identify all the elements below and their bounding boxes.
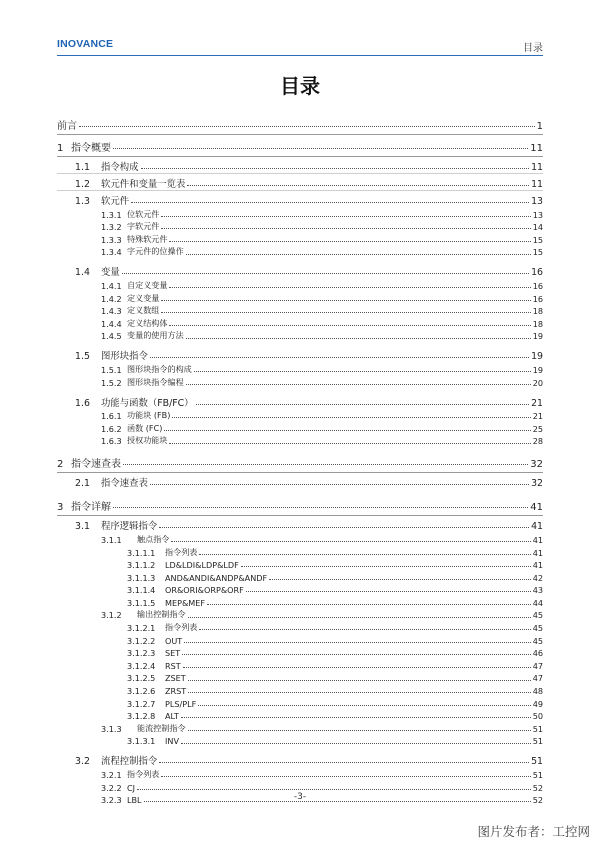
toc-subsection-1-6-3[interactable]	[57, 434, 543, 447]
toc-entry-page: 41	[532, 534, 543, 545]
toc-entry-number: 3.1.1.1	[127, 547, 156, 558]
toc-entry-page: 11	[530, 143, 543, 154]
toc-entry-number: 3.1.2.1	[127, 623, 156, 634]
toc-entry-preface[interactable]	[57, 115, 543, 135]
toc-entry-page: 51	[531, 756, 543, 768]
toc-entry-text: 指令列表	[127, 769, 160, 779]
toc-entry-number: 1.3.3	[101, 234, 122, 245]
toc-entry-number: 3.1.1	[101, 534, 122, 545]
toc-entry-page: 46	[532, 648, 543, 659]
toc-entry-text: 位软元件	[127, 208, 160, 219]
toc-entry-page: 52	[532, 795, 543, 806]
spacer	[57, 489, 543, 494]
toc-entry-number: 3	[57, 502, 64, 514]
toc-entry-page: 45	[532, 610, 543, 621]
dot-leader	[123, 464, 528, 465]
dot-leader	[246, 591, 531, 592]
dot-leader	[79, 126, 535, 127]
toc-item-3-1-2-1[interactable]	[57, 620, 543, 633]
toc-entry-number: 3.1.3.1	[127, 736, 156, 747]
toc-entry-text: 图形块指令	[101, 351, 148, 363]
toc-entry-page: 45	[532, 635, 543, 646]
toc-entry-text: INV	[165, 736, 179, 747]
dot-leader	[113, 507, 528, 508]
dot-leader	[181, 743, 531, 744]
toc-subsection-1-6-2[interactable]	[57, 421, 543, 434]
toc-entry-text: 函数 (FC)	[127, 422, 163, 433]
toc-entry-number: 3.2.1	[101, 770, 122, 780]
toc-entry-number: 3.1.2.5	[127, 673, 156, 684]
toc-entry-text: PLS/PLF	[165, 698, 197, 709]
toc-subsection-3-1-1[interactable]	[57, 532, 543, 545]
toc-entry-number: 3.1.3	[101, 723, 122, 734]
toc-item-3-1-1-1[interactable]	[57, 545, 543, 558]
toc-subsection-1-5-2[interactable]	[57, 375, 543, 388]
dot-leader	[122, 273, 529, 274]
dot-leader	[198, 705, 530, 706]
dot-leader	[199, 554, 530, 555]
toc-entry-page: 13	[531, 196, 543, 207]
table-of-contents	[57, 113, 543, 805]
toc-entry-text: 自定义变量	[127, 279, 168, 290]
toc-entry-number: 3.1.2	[101, 610, 122, 621]
toc-entry-number: 3.1.1.3	[127, 572, 156, 583]
toc-entry-text: SET	[165, 648, 181, 659]
toc-entry-text: LD&LDI&LDP&LDF	[165, 560, 239, 571]
dot-leader	[131, 202, 529, 203]
toc-entry-text: CJ	[127, 782, 136, 793]
toc-subsection-1-4-3[interactable]	[57, 304, 543, 317]
toc-entry-page: 47	[532, 660, 543, 671]
dot-leader	[169, 443, 530, 444]
toc-entry-number: 1.5.2	[101, 377, 122, 388]
dot-leader	[137, 789, 531, 790]
toc-entry-page: 28	[532, 436, 543, 447]
toc-subsection-1-4-5[interactable]	[57, 329, 543, 342]
dot-leader	[196, 404, 530, 405]
toc-entry-page: 1	[536, 121, 543, 132]
toc-entry-text: MEP&MEF	[165, 597, 206, 608]
toc-subsection-3-2-2[interactable]	[57, 780, 543, 793]
toc-section-3-1[interactable]	[57, 517, 543, 532]
toc-entry-number: 3.1.2.8	[127, 711, 156, 722]
toc-entry-page: 11	[531, 162, 543, 173]
spacer	[57, 257, 543, 262]
toc-entry-number: 1.4.4	[101, 318, 122, 329]
dot-leader	[150, 484, 529, 485]
toc-item-3-1-1-3[interactable]	[57, 570, 543, 583]
toc-item-3-1-3-1[interactable]	[57, 734, 543, 747]
toc-entry-page: 18	[532, 306, 543, 317]
toc-entry-text: ZRST	[165, 686, 187, 697]
toc-entry-page: 43	[532, 585, 543, 596]
toc-entry-text: AND&ANDI&ANDP&ANDF	[165, 572, 268, 583]
toc-entry-number: 1.6.3	[101, 436, 122, 447]
toc-item-3-1-1-5[interactable]	[57, 595, 543, 608]
toc-entry-number: 1.2	[75, 179, 90, 190]
toc-entry-text: 输出控制指令	[137, 609, 186, 620]
toc-entry-text: 变量的使用方法	[127, 330, 184, 341]
dot-leader	[161, 228, 530, 229]
toc-entry-text: 指令列表	[165, 546, 198, 557]
toc-section-1-4[interactable]	[57, 263, 543, 278]
toc-entry-page: 41	[531, 521, 543, 533]
toc-entry-page: 41	[532, 547, 543, 558]
toc-entry-text: 流程控制指令	[101, 756, 158, 768]
toc-entry-page: 41	[532, 560, 543, 571]
page-number: -3-	[293, 792, 307, 802]
dot-leader	[188, 730, 531, 731]
toc-entry-number: 1.3.4	[101, 247, 122, 258]
toc-subsection-1-6-1[interactable]	[57, 409, 543, 422]
toc-entry-page: 32	[531, 478, 543, 490]
toc-entry-page: 47	[532, 673, 543, 684]
dot-leader	[187, 185, 529, 186]
dot-leader	[161, 216, 530, 217]
dot-leader	[207, 604, 531, 605]
toc-entry-page: 52	[532, 782, 543, 793]
dot-leader	[161, 300, 530, 301]
dot-leader	[199, 629, 530, 630]
toc-entry-text: 字元件的位操作	[127, 246, 184, 257]
toc-entry-number: 1.5.1	[101, 364, 122, 375]
publisher-watermark: 图片发布者：工控网	[477, 824, 590, 839]
toc-entry-page: 16	[532, 293, 543, 304]
toc-entry-text: 功能与函数（FB/FC）	[101, 397, 194, 409]
dot-leader	[141, 168, 530, 169]
toc-entry-text: 功能块 (FB)	[127, 410, 171, 421]
toc-entry-number: 2	[57, 459, 64, 471]
dot-leader	[269, 579, 531, 580]
header-section-title: 目录	[523, 43, 543, 54]
toc-entry-number: 1.6	[75, 397, 90, 409]
toc-entry-page: 49	[532, 698, 543, 709]
toc-entry-text: 指令列表	[165, 622, 198, 633]
toc-entry-text: 前言	[57, 121, 77, 132]
toc-entry-number: 1.4.3	[101, 306, 122, 317]
toc-section-1-6[interactable]	[57, 394, 543, 409]
toc-entry-number: 2.1	[75, 478, 90, 490]
toc-entry-page: 51	[532, 770, 543, 780]
toc-entry-number: 3.1.1.2	[127, 560, 156, 571]
toc-entry-number: 1	[57, 143, 64, 154]
toc-entry-page: 32	[530, 459, 543, 471]
toc-entry-text: 指令概要	[71, 143, 111, 154]
dot-leader	[188, 617, 531, 618]
toc-entry-page: 45	[532, 623, 543, 634]
toc-entry-page: 16	[532, 280, 543, 291]
toc-chapter-2[interactable]	[57, 453, 543, 473]
toc-entry-number: 1.1	[75, 162, 90, 173]
dot-leader	[159, 527, 529, 528]
toc-entry-number: 1.4	[75, 267, 90, 279]
spacer	[57, 341, 543, 346]
toc-entry-number: 3.1.1.4	[127, 585, 156, 596]
toc-subsection-3-1-2[interactable]	[57, 608, 543, 621]
toc-section-3-2[interactable]	[57, 752, 543, 767]
toc-entry-number: 3.1.2.4	[127, 660, 156, 671]
toc-entry-number: 3.1.1.5	[127, 597, 156, 608]
dot-leader	[113, 148, 528, 149]
toc-entry-page: 19	[532, 331, 543, 342]
dot-leader	[161, 776, 530, 777]
toc-entry-page: 21	[531, 397, 543, 409]
toc-entry-text: 字软元件	[127, 221, 160, 232]
page-title: 目录	[280, 74, 320, 98]
toc-entry-text: OUT	[165, 635, 183, 646]
toc-entry-page: 15	[532, 234, 543, 245]
toc-entry-text: 特殊软元件	[127, 233, 168, 244]
toc-entry-number: 1.3	[75, 196, 90, 207]
toc-entry-number: 1.6.2	[101, 423, 122, 434]
toc-subsection-3-1-3[interactable]	[57, 721, 543, 734]
toc-entry-text: RST	[165, 660, 181, 671]
toc-entry-number: 3.1.2.6	[127, 686, 156, 697]
toc-entry-number: 3.2	[75, 756, 90, 768]
toc-entry-page: 25	[532, 423, 543, 434]
page-header	[57, 38, 543, 52]
toc-entry-text: 定义变量	[127, 292, 160, 303]
toc-entry-page: 14	[532, 222, 543, 233]
toc-entry-number: 3.1	[75, 521, 90, 533]
dot-leader	[182, 654, 530, 655]
toc-chapter-1[interactable]	[57, 137, 543, 157]
toc-entry-page: 48	[532, 686, 543, 697]
toc-subsection-1-3-4[interactable]	[57, 245, 543, 258]
toc-entry-text: 授权功能块	[127, 435, 168, 446]
toc-item-3-1-2-8[interactable]	[57, 709, 543, 722]
dot-leader	[164, 430, 530, 431]
dot-leader	[169, 241, 530, 242]
dot-leader	[183, 667, 531, 668]
toc-entry-text: 能流控制指令	[137, 722, 186, 733]
toc-section-2-1[interactable]	[57, 474, 543, 489]
toc-item-3-1-2-3[interactable]	[57, 646, 543, 659]
header-divider	[57, 55, 543, 56]
toc-entry-text: 变量	[101, 267, 120, 279]
toc-entry-number: 1.4.1	[101, 280, 122, 291]
toc-entry-text: 图形块指令的构成	[127, 363, 192, 374]
toc-entry-page: 41	[530, 502, 543, 514]
dot-leader	[184, 642, 530, 643]
toc-entry-page: 19	[531, 351, 543, 363]
dot-leader	[171, 541, 530, 542]
dot-leader	[172, 417, 530, 418]
dot-leader	[169, 325, 530, 326]
toc-entry-text: ZSET	[165, 673, 186, 684]
toc-entry-number: 3.2.2	[101, 782, 122, 793]
toc-item-3-1-2-2[interactable]	[57, 633, 543, 646]
toc-entry-number: 1.3.2	[101, 222, 122, 233]
spacer	[57, 388, 543, 393]
toc-subsection-3-2-1[interactable]	[57, 767, 543, 780]
toc-item-3-1-1-2[interactable]	[57, 558, 543, 571]
dot-leader	[150, 357, 529, 358]
toc-entry-number: 1.4.5	[101, 331, 122, 342]
toc-entry-page: 15	[532, 247, 543, 258]
toc-item-3-1-1-4[interactable]	[57, 583, 543, 596]
dot-leader	[161, 312, 530, 313]
toc-item-3-1-2-5[interactable]	[57, 671, 543, 684]
toc-entry-number: 1.4.2	[101, 293, 122, 304]
toc-entry-text: 指令详解	[71, 502, 111, 514]
toc-entry-page: 51	[532, 736, 543, 747]
toc-entry-page: 42	[532, 572, 543, 583]
dot-leader	[188, 692, 530, 693]
toc-entry-page: 16	[531, 267, 543, 279]
toc-entry-number: 1.6.1	[101, 411, 122, 422]
toc-section-1-5[interactable]	[57, 347, 543, 362]
toc-entry-text: LBL	[127, 795, 142, 806]
dot-leader	[194, 371, 531, 372]
toc-section-1-1[interactable]	[57, 158, 543, 174]
toc-entry-page: 50	[532, 711, 543, 722]
toc-subsection-1-4-1[interactable]	[57, 278, 543, 291]
toc-subsection-1-3-2[interactable]	[57, 220, 543, 233]
toc-entry-page: 44	[532, 597, 543, 608]
toc-entry-page: 11	[531, 179, 543, 190]
toc-subsection-1-3-3[interactable]	[57, 232, 543, 245]
toc-entry-text: 软元件	[101, 196, 130, 207]
toc-entry-page: 18	[532, 318, 543, 329]
toc-section-1-3[interactable]	[57, 192, 543, 207]
toc-entry-text: OR&ORI&ORP&ORF	[165, 585, 244, 596]
toc-subsection-1-4-4[interactable]	[57, 316, 543, 329]
toc-entry-page: 21	[532, 411, 543, 422]
toc-item-3-1-2-7[interactable]	[57, 696, 543, 709]
toc-subsection-1-3-1[interactable]	[57, 207, 543, 220]
toc-entry-text: 指令构成	[101, 162, 139, 173]
toc-entry-page: 20	[532, 377, 543, 388]
toc-entry-text: 触点指令	[137, 533, 170, 544]
inovance-logo: INOVANCE	[57, 38, 114, 50]
toc-entry-text: 指令速查表	[101, 478, 148, 490]
toc-entry-text: 定义数组	[127, 305, 160, 316]
toc-entry-text: 软元件和变量一览表	[101, 179, 186, 190]
toc-subsection-1-4-2[interactable]	[57, 291, 543, 304]
dot-leader	[159, 762, 529, 763]
toc-entry-text: 图形块指令编程	[127, 376, 184, 387]
toc-entry-number: 3.1.2.3	[127, 648, 156, 659]
dot-leader	[186, 254, 531, 255]
spacer	[57, 746, 543, 751]
toc-chapter-3[interactable]	[57, 496, 543, 516]
dot-leader	[241, 566, 531, 567]
toc-entry-number: 3.1.2.7	[127, 698, 156, 709]
toc-entry-page: 19	[532, 364, 543, 375]
dot-leader	[169, 287, 530, 288]
toc-entry-text: 定义结构体	[127, 317, 168, 328]
toc-entry-page: 13	[532, 209, 543, 220]
toc-item-3-1-2-4[interactable]	[57, 658, 543, 671]
dot-leader	[186, 384, 531, 385]
toc-entry-text: ALT	[165, 711, 179, 722]
dot-leader	[181, 717, 531, 718]
toc-entry-number: 1.5	[75, 351, 90, 363]
dot-leader	[188, 680, 531, 681]
spacer	[57, 446, 543, 451]
toc-section-1-2[interactable]	[57, 175, 543, 191]
toc-entry-number: 3.1.2.2	[127, 635, 156, 646]
toc-entry-page: 51	[532, 723, 543, 734]
toc-entry-text: 程序逻辑指令	[101, 521, 158, 533]
toc-entry-number: 3.2.3	[101, 795, 122, 806]
toc-item-3-1-2-6[interactable]	[57, 683, 543, 696]
dot-leader	[186, 338, 531, 339]
toc-subsection-1-5-1[interactable]	[57, 362, 543, 375]
toc-entry-number: 1.3.1	[101, 209, 122, 220]
toc-entry-text: 指令速查表	[71, 459, 121, 471]
